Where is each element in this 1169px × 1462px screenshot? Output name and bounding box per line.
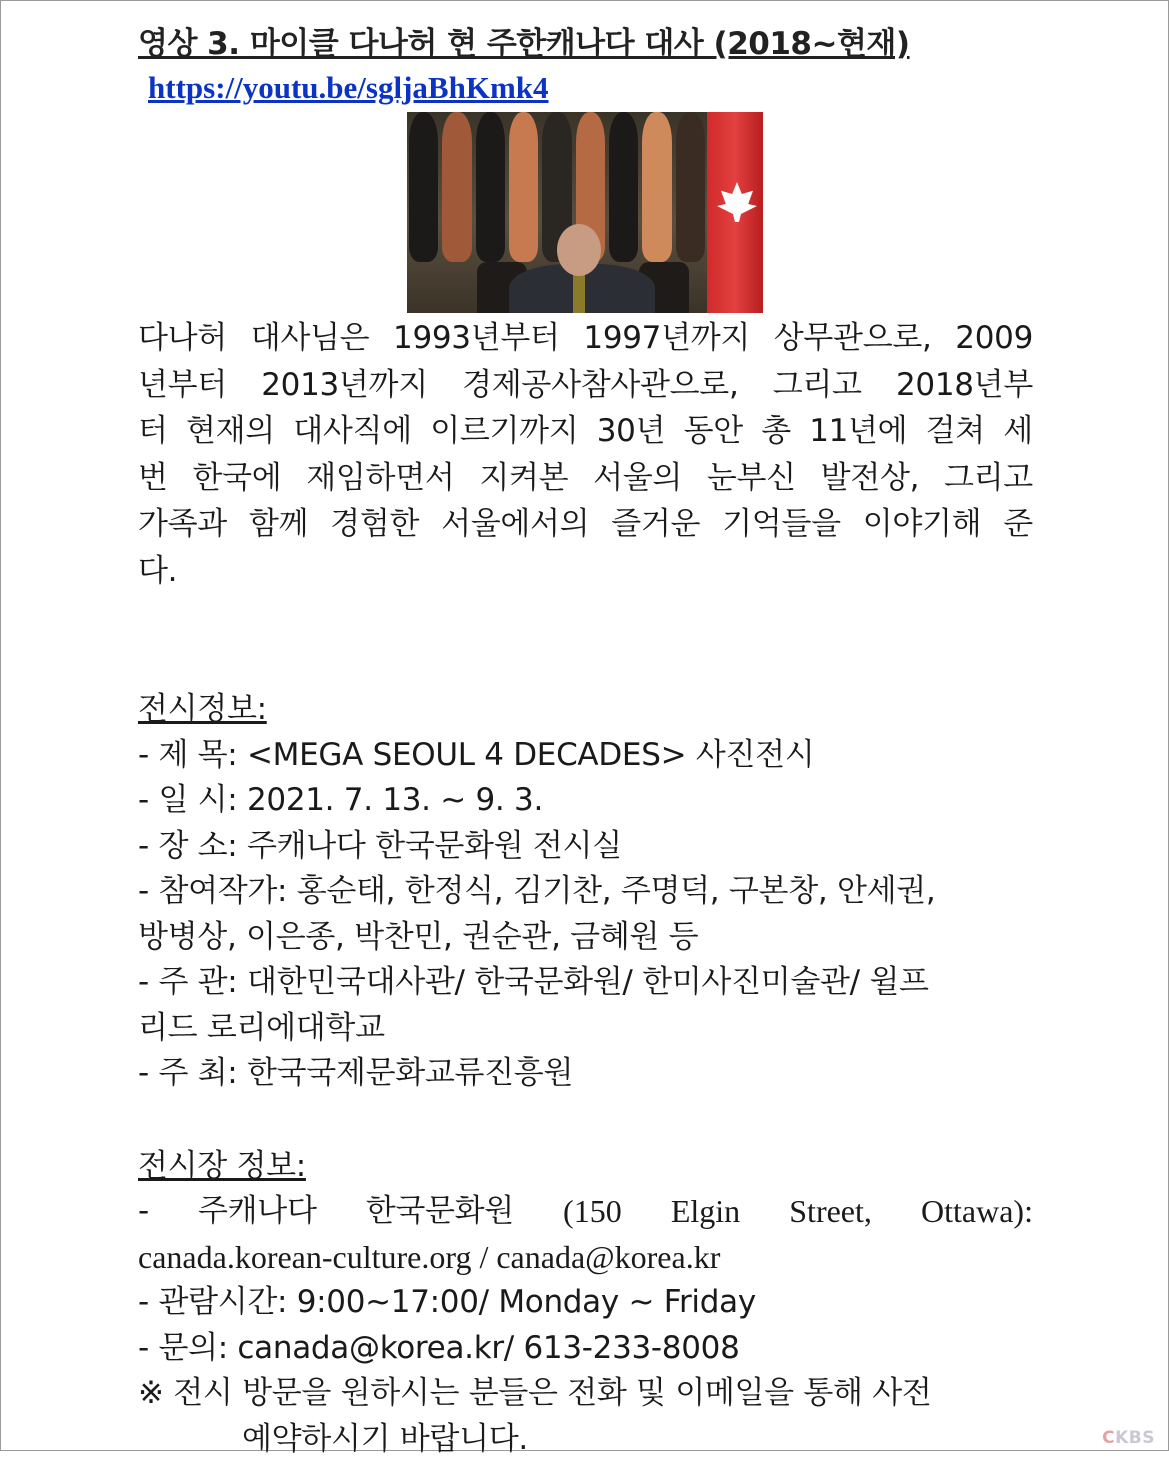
exhibition-organizer: - 주 관: 대한민국대사관/ 한국문화원/ 한미사진미술관/ 윌프 xyxy=(138,960,1033,1006)
venue-website: canada.korean-culture.org / canada@korea.kr xyxy=(138,1235,1033,1281)
maple-leaf-icon xyxy=(717,182,757,222)
exhibition-date: - 일 시: 2021. 7. 13. ~ 9. 3. xyxy=(138,778,1033,824)
description-paragraph xyxy=(138,315,1033,594)
video-title: 영상 3. 마이클 다나허 현 주한캐나다 대사 (2018~현재) xyxy=(138,22,1033,66)
exhibition-title: - 제 목: <MEGA SEOUL 4 DECADES> 사진전시 xyxy=(138,733,1033,779)
youtube-link[interactable]: https://youtu.be/sgljaBhKmk4 xyxy=(148,66,549,110)
kbs-watermark: CKBS xyxy=(1102,1428,1155,1448)
venue-contact: - 문의: canada@korea.kr/ 613-233-8008 xyxy=(138,1326,1033,1372)
venue-info-heading: 전시장 정보: xyxy=(138,1144,1033,1190)
description-line: 번 한국에 재임하면서 지켜본 서울의 눈부신 발전상, 그리고 xyxy=(138,455,1033,502)
venue-hours: - 관람시간: 9:00~17:00/ Monday ~ Friday xyxy=(138,1280,1033,1326)
reservation-note: ※ 전시 방문을 원하시는 분들은 전화 및 이메일을 통해 사전 xyxy=(138,1371,1033,1417)
venue-address: - 주캐나다 한국문화원 (150 Elgin Street, Ottawa): xyxy=(138,1189,1033,1235)
document-page xyxy=(138,22,1033,1462)
description-line: 다나허 대사님은 1993년부터 1997년까지 상무관으로, 2009 xyxy=(138,315,1033,362)
description-line: 터 현재의 대사직에 이르기까지 30년 동안 총 11년에 걸쳐 세 xyxy=(138,408,1033,455)
video-thumbnail[interactable] xyxy=(407,112,763,313)
vase-shelf xyxy=(407,112,707,262)
canada-flag xyxy=(707,112,763,313)
person-head xyxy=(557,224,601,276)
exhibition-place: - 장 소: 주캐나다 한국문화원 전시실 xyxy=(138,824,1033,870)
exhibition-host: - 주 최: 한국국제문화교류진흥원 xyxy=(138,1051,1033,1097)
description-line: 년부터 2013년까지 경제공사참사관으로, 그리고 2018년부 xyxy=(138,362,1033,409)
description-line: 가족과 함께 경험한 서울에서의 즐거운 기억들을 이야기해 준 xyxy=(138,501,1033,548)
exhibition-artists: - 참여작가: 홍순태, 한정식, 김기찬, 주명덕, 구본창, 안세권, xyxy=(138,869,1033,915)
exhibition-artists-cont: 방병상, 이은종, 박찬민, 권순관, 금혜원 등 xyxy=(138,915,1033,961)
exhibition-info-heading: 전시정보: xyxy=(138,687,1033,733)
reservation-note-cont: 예약하시기 바랍니다. xyxy=(138,1417,1033,1462)
description-line: 다. xyxy=(138,548,1033,595)
exhibition-organizer-cont: 리드 로리에대학교 xyxy=(138,1006,1033,1052)
person-tie xyxy=(573,270,585,313)
